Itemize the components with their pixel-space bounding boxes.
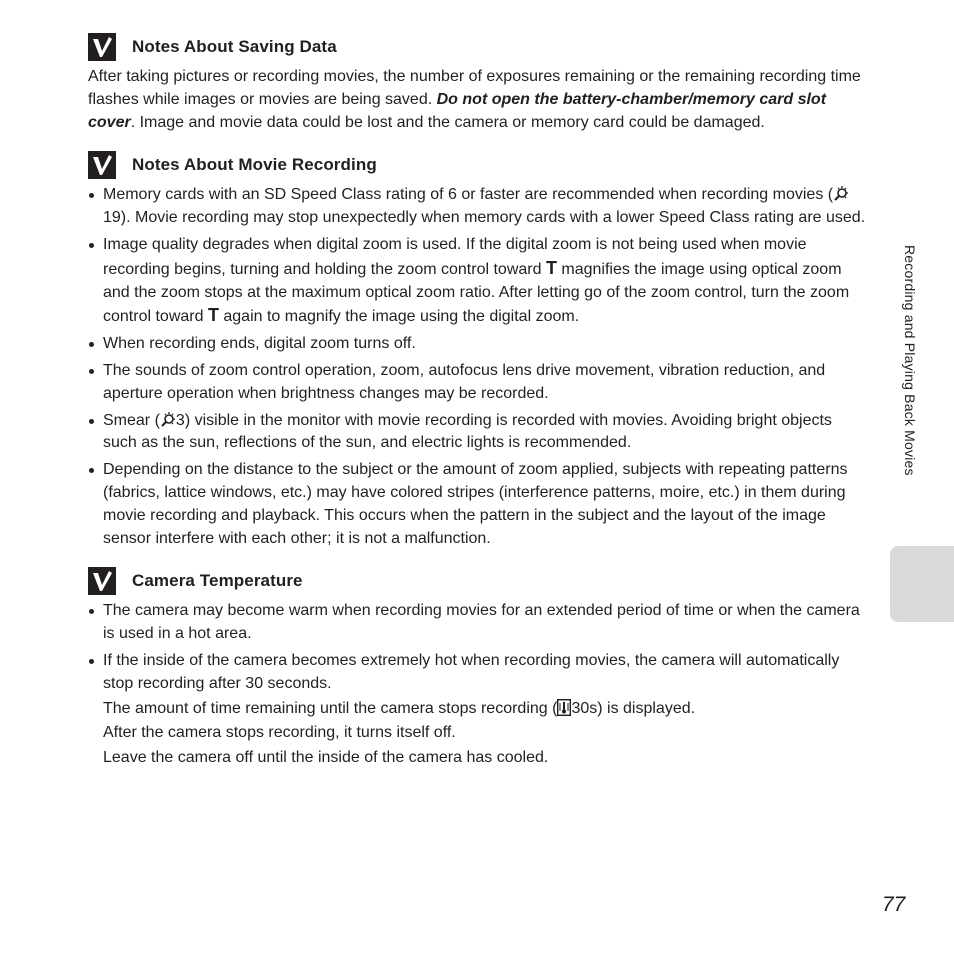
- page-reference: 3: [175, 411, 185, 429]
- countdown-value: 30s: [571, 699, 598, 717]
- text-run: Memory cards with an SD Speed Class rating of 6 or faster are recommended when recording movies (: [103, 186, 834, 204]
- list-item: If the inside of the camera becomes extremely hot when recording movies, the camera will automatically stop recording after 30 seconds.: [88, 650, 870, 696]
- chapter-tab: [890, 546, 954, 622]
- section-title: Camera Temperature: [132, 571, 303, 591]
- page-number: 77: [882, 893, 906, 916]
- thermometer-warning-icon: [557, 699, 571, 716]
- text-run: again to magnify the image using the digital zoom.: [218, 308, 580, 326]
- reference-icon: [160, 412, 176, 427]
- list-item: The sounds of zoom control operation, zoom, autofocus lens drive movement, vibration reduction, and aperture operation when brightness changes may be recorded.: [88, 360, 870, 406]
- text-run: ). Movie recording may stop unexpectedly when memory cards with a lower Speed Class rating are used.: [120, 209, 866, 227]
- section-saving-data: [88, 30, 870, 134]
- page-content: [88, 30, 870, 784]
- bullet-list: [88, 184, 870, 550]
- text-run: ) visible in the monitor with movie recording is recorded with movies. Avoiding bright objects such as the sun, reflections of the sun, and electric lights is recommended.: [103, 411, 832, 452]
- text-run: After taking pictures or recording movies, the number of exposures remaining or the remaining recording time flashes while images or movies are being saved.: [88, 68, 861, 108]
- text-run: ) is displayed.: [597, 699, 696, 717]
- bullet-list: [88, 600, 870, 770]
- reference-icon: [833, 186, 849, 201]
- section-camera-temperature: [88, 564, 870, 770]
- text-run: Smear (: [103, 411, 160, 429]
- check-note-icon: [88, 33, 116, 61]
- text-run: Image quality degrades when digital zoom is used. If the digital zoom is not being used when movie recording begins, turning and holding the zoom control toward: [103, 235, 807, 278]
- list-item: When recording ends, digital zoom turns off.: [88, 333, 870, 356]
- list-item-continuation: After the camera stops recording, it turns itself off.: [103, 724, 456, 742]
- list-item: [88, 234, 870, 329]
- section-heading: [88, 148, 870, 182]
- body-paragraph: [88, 66, 870, 134]
- section-movie-recording: [88, 148, 870, 550]
- text-run: magnifies the image using optical zoom and the zoom stops at the maximum optical zoom ratio. After letting go of the zoom control, turn the zoom control toward: [103, 260, 850, 326]
- page-reference: 19: [103, 209, 121, 227]
- section-title: Notes About Saving Data: [132, 37, 337, 56]
- list-item: The camera may become warm when recording movies for an extended period of time or when the camera is used in a hot area.: [88, 600, 870, 646]
- list-item-continuation: [88, 698, 870, 721]
- section-heading: [88, 564, 870, 598]
- check-note-icon: [88, 151, 116, 179]
- list-item-continuation: Leave the camera off until the inside of the camera has cooled.: [103, 749, 549, 767]
- text-run: . Image and movie data could be lost and the camera or memory card could be damaged.: [130, 113, 765, 131]
- zoom-tele-symbol: T: [207, 305, 219, 326]
- section-heading: [88, 30, 870, 64]
- warning-text: Do not open the battery-chamber/memory card slot cover: [88, 90, 827, 131]
- check-note-icon: [88, 567, 116, 595]
- zoom-tele-symbol: T: [545, 257, 557, 278]
- section-title: Notes About Movie Recording: [132, 155, 377, 175]
- chapter-side-label: Recording and Playing Back Movies: [902, 245, 918, 476]
- list-item: [88, 410, 870, 456]
- text-run: The amount of time remaining until the camera stops recording (: [103, 699, 558, 717]
- list-item: Depending on the distance to the subject or the amount of zoom applied, subjects with repeating patterns (fabrics, lattice windows, etc.) may have colored stripes (interference patterns, moire, etc.) in them during movie recording and playback. This occurs when the pattern in the subject and the layout of the image sensor interfere with each other; it is not a malfunction.: [88, 459, 870, 550]
- list-item: [88, 184, 870, 230]
